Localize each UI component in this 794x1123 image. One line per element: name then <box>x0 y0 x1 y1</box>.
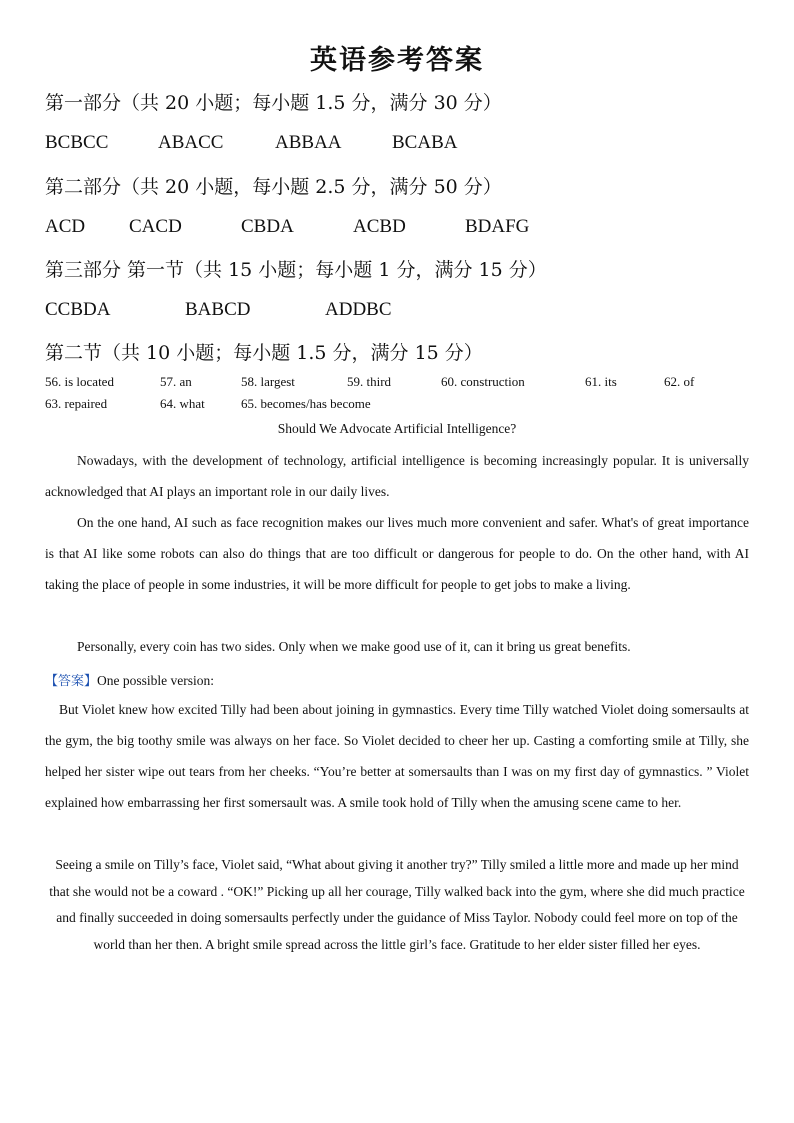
part2-answer-group: CACD <box>129 216 182 237</box>
story-paragraph-1: But Violet knew how excited Tilly had been about joining in gymnastics. Every time Tilly watched Violet doing somersaults at the gym, the big toothy smile was always on her face. So Violet decided to cheer her up. Casting a comforting smile at Tilly, she helped her sister wipe out tears from her cheeks. “You’re better at somersaults than I was on my first day of gymnastics. ” Violet explained how embarrassing her first somersault was. A smile took hold of Tilly when the amusing scene came to her. <box>45 702 749 810</box>
part3-answer-group: CCBDA <box>45 299 111 320</box>
part3-answer-group: ADDBC <box>325 299 392 320</box>
story-paragraph-2: Seeing a smile on Tilly’s face, Violet said, “What about giving it another try?” Tilly smiled a little more and made up her mind that she would not be a coward . “OK!” Picking up all her courage, Tilly walked back into the gym, where she did much practice and finally succeeded in doing somersaults perfectly under the guidance of Miss Taylor. Nobody could feel more on top of the world than her then. A bright smile spread across the little girl’s face. Gratitude to her elder sister filled her eyes. <box>49 857 745 952</box>
fill-answer: 59. third <box>347 374 392 389</box>
fill-answer: 56. is located <box>45 374 114 389</box>
fill-answer: 65. becomes/has become <box>241 396 371 411</box>
fill-answer: 60. construction <box>441 374 525 389</box>
part3-section1-answers <box>45 299 745 323</box>
fill-answer: 63. repaired <box>45 396 108 411</box>
answer-bracket-label: 【答案】 <box>45 674 98 689</box>
part1-answer-group: ABACC <box>158 132 224 153</box>
fill-answer: 64. what <box>160 396 205 411</box>
part1-answer-group: BCABA <box>392 132 458 153</box>
part2-answer-group: ACBD <box>353 216 406 237</box>
essay-paragraph-2: On the one hand, AI such as face recognition makes our lives much more convenient and safer. What's of great importance is that AI like some robots can also do things that are too difficult or dangerous for people to do. On the other hand, with AI taking the place of people in some industries, it will be more difficult for people to get jobs to make a living. <box>45 515 749 592</box>
fill-answer: 58. largest <box>241 374 295 389</box>
fill-answer: 62. of <box>664 374 695 389</box>
part1-answer-group: ABBAA <box>275 132 342 153</box>
part2-answers <box>45 216 745 240</box>
part2-answer-group: CBDA <box>241 216 294 237</box>
fill-answer: 57. an <box>160 374 192 389</box>
essay-title: Should We Advocate Artificial Intelligence? <box>277 421 517 436</box>
part1-answer-group: BCBCC <box>45 132 109 153</box>
answer-label <box>45 670 214 689</box>
answer-version-label: One possible version: <box>97 673 215 688</box>
essay-paragraph-1: Nowadays, with the development of technology, artificial intelligence is becoming increasingly popular. It is universally acknowledged that AI plays an important role in our daily lives. <box>45 453 749 499</box>
essay-paragraph-3: Personally, every coin has two sides. Only when we make good use of it, can it bring us great benefits. <box>77 639 631 654</box>
fill-answer: 61. its <box>585 374 617 389</box>
part2-answer-group: BDAFG <box>465 216 530 237</box>
part2-heading: 第二部分（共 20 小题，每小题 2.5 分，满分 50 分） <box>45 176 502 198</box>
part1-answers <box>45 132 745 156</box>
part3-answer-group: BABCD <box>185 299 251 320</box>
part3-section2-heading: 第二节（共 10 小题；每小题 1.5 分，满分 15 分） <box>45 342 483 364</box>
fill-answers-row1 <box>45 374 745 392</box>
part1-heading: 第一部分（共 20 小题；每小题 1.5 分，满分 30 分） <box>45 92 502 114</box>
page-title: 英语参考答案 <box>310 45 484 76</box>
fill-answers-row2 <box>45 396 745 414</box>
part2-answer-group: ACD <box>45 216 86 237</box>
part3-section1-heading: 第三部分 第一节（共 15 小题；每小题 1 分，满分 15 分） <box>45 259 547 281</box>
